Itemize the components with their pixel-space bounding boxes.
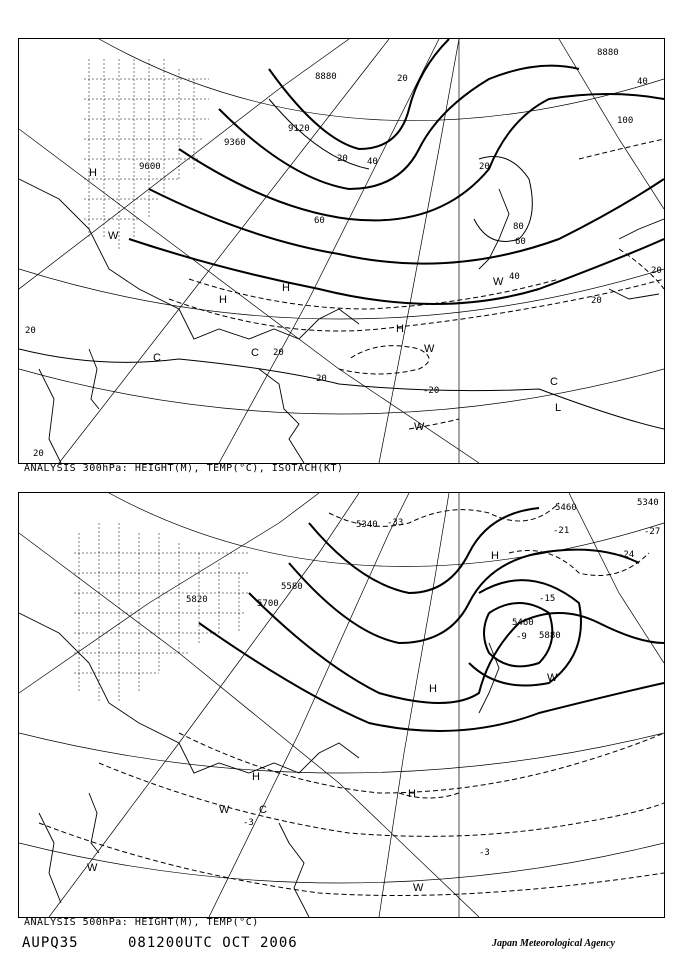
- system-marker: W: [493, 276, 504, 288]
- isotach-contours: [169, 139, 664, 429]
- coastline: [19, 179, 664, 463]
- map-panel-500hpa: [18, 492, 665, 918]
- caption-500hpa: ANALYSIS 500hPa: HEIGHT(M), TEMP(°C): [24, 917, 259, 928]
- isotach-label: 20: [337, 154, 348, 164]
- system-marker: W: [413, 882, 424, 894]
- temp-label: -27: [644, 527, 661, 537]
- system-marker: C: [251, 347, 259, 359]
- isotach-label: 40: [509, 272, 520, 282]
- map-panel-300hpa: [18, 38, 665, 464]
- isotach-label: 40: [367, 157, 378, 167]
- isotach-label: 60: [314, 216, 325, 226]
- temp-label: -20: [423, 386, 440, 396]
- temp-label: -21: [553, 526, 570, 536]
- system-marker: H: [219, 294, 227, 306]
- temp-label: 20: [33, 449, 44, 459]
- height-label: 5340: [356, 520, 378, 530]
- hatched-area: [84, 59, 209, 249]
- isotach-label: 80: [513, 222, 524, 232]
- height-label: 5460: [512, 618, 534, 628]
- map-500hpa-svg: [19, 493, 664, 917]
- temp-label: -3: [479, 848, 490, 858]
- agency-name: Japan Meteorological Agency: [492, 938, 615, 949]
- height-label: 8880: [597, 48, 619, 58]
- height-label: 5700: [257, 599, 279, 609]
- isotach-label: 60: [515, 237, 526, 247]
- chart-time: 081200UTC OCT 2006: [128, 935, 298, 951]
- isotach-label: 20: [591, 296, 602, 306]
- map-300hpa-svg: [19, 39, 664, 463]
- isotach-label: 20: [397, 74, 408, 84]
- isotach-label: 20: [651, 266, 662, 276]
- temp-label: -3: [243, 818, 254, 828]
- isotach-label: 20: [479, 162, 490, 172]
- system-marker: H: [89, 167, 97, 179]
- temp-label: -15: [539, 594, 556, 604]
- system-marker: C: [259, 804, 267, 816]
- height-label: 5820: [186, 595, 208, 605]
- system-marker: C: [153, 352, 161, 364]
- system-marker: W: [108, 230, 119, 242]
- system-marker: W: [219, 804, 230, 816]
- temp-label: 20: [316, 374, 327, 384]
- system-marker: W: [87, 862, 98, 874]
- system-marker: W: [547, 672, 558, 684]
- chart-id: AUPQ35: [22, 935, 79, 951]
- system-marker: H: [491, 550, 499, 562]
- temp-label: -9: [516, 632, 527, 642]
- system-marker: L: [555, 402, 562, 414]
- temp-label: -24: [618, 550, 635, 560]
- height-label: 9120: [288, 124, 310, 134]
- height-contours: [199, 508, 664, 731]
- height-label: 8880: [315, 72, 337, 82]
- hatched-area: [74, 523, 249, 703]
- system-marker: H: [408, 788, 416, 800]
- system-marker: H: [252, 771, 260, 783]
- height-label: 5880: [539, 631, 561, 641]
- system-marker: H: [396, 323, 404, 335]
- system-marker: W: [414, 421, 425, 433]
- temp-contours: [39, 503, 664, 896]
- temp-label: 20: [25, 326, 36, 336]
- system-marker: C: [550, 376, 558, 388]
- height-label: 5580: [281, 582, 303, 592]
- temp-contours: [19, 99, 664, 429]
- height-label: 5460: [555, 503, 577, 513]
- system-marker: H: [429, 683, 437, 695]
- temp-label: 20: [273, 348, 284, 358]
- temp-label: -33: [387, 518, 404, 528]
- system-marker: H: [282, 282, 290, 294]
- isotach-label: 100: [617, 116, 634, 126]
- height-label: 9360: [224, 138, 246, 148]
- system-marker: W: [424, 343, 435, 355]
- caption-300hpa: ANALYSIS 300hPa: HEIGHT(M), TEMP(°C), ISOTACH(KT): [24, 463, 344, 474]
- height-label: 9600: [139, 162, 161, 172]
- height-label: 5340: [637, 498, 659, 508]
- isotach-label: 40: [637, 77, 648, 87]
